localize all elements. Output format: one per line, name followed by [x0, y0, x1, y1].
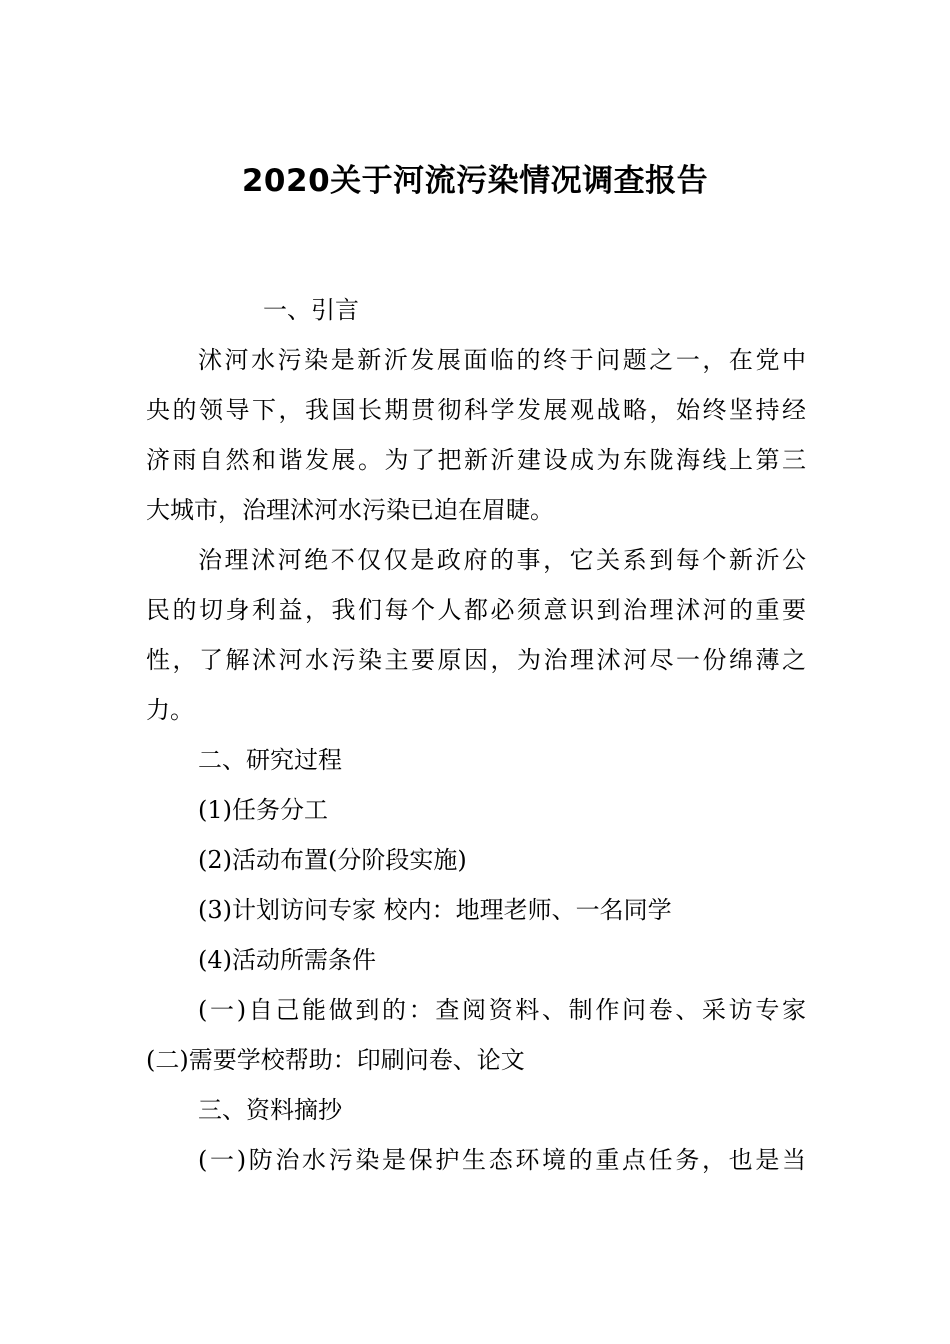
list-item: (3)计划访问专家 校内：地理老师、一名同学: [198, 896, 672, 924]
document-title: 2020关于河流污染情况调查报告: [241, 163, 709, 199]
paragraph-line: 力。: [146, 696, 194, 724]
paragraph-line: 大城市，治理沭河水污染已迫在眉睫。: [146, 496, 554, 524]
list-item: (1)任务分工: [198, 796, 328, 824]
list-item: (二)需要学校帮助：印刷问卷、论文: [146, 1046, 525, 1074]
section-heading-introduction: 一、引言: [263, 296, 359, 324]
paragraph-line: 央的领导下，我国长期贯彻科学发展观战略，始终坚持经: [146, 396, 806, 424]
paragraph-line: 沭河水污染是新沂发展面临的终于问题之一，在党中: [198, 346, 806, 374]
paragraph-line: (一)防治水污染是保护生态环境的重点任务，也是当: [198, 1146, 806, 1174]
section-heading-research-process: 二、研究过程: [198, 746, 342, 774]
list-item: (4)活动所需条件: [198, 946, 376, 974]
paragraph-line: 济雨自然和谐发展。为了把新沂建设成为东陇海线上第三: [146, 446, 806, 474]
paragraph-line: 性，了解沭河水污染主要原因，为治理沭河尽一份绵薄之: [146, 646, 806, 674]
section-heading-material-excerpts: 三、资料摘抄: [198, 1096, 342, 1124]
paragraph-line: 治理沭河绝不仅仅是政府的事，它关系到每个新沂公: [198, 546, 806, 574]
paragraph-line: 民的切身利益，我们每个人都必须意识到治理沭河的重要: [146, 596, 806, 624]
list-item: (一)自己能做到的：查阅资料、制作问卷、采访专家: [198, 996, 806, 1024]
list-item: (2)活动布置(分阶段实施): [198, 846, 467, 874]
